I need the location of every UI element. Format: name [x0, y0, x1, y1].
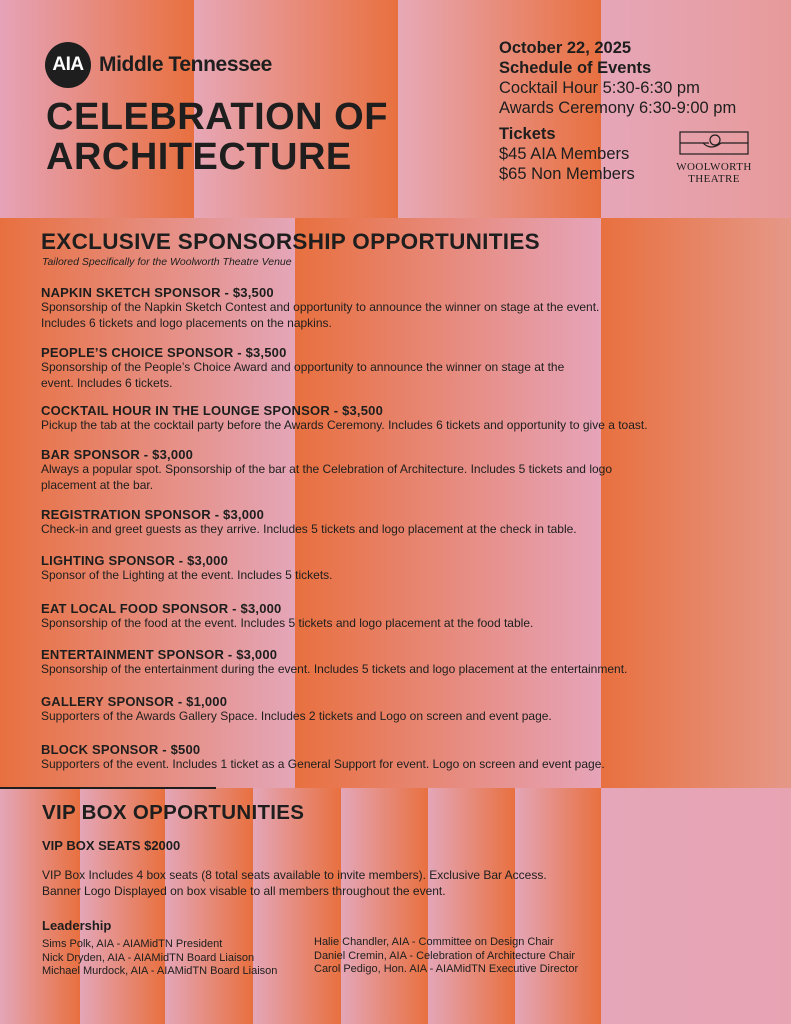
- sponsor-item: [41, 285, 731, 331]
- aia-badge: AIA: [45, 42, 91, 88]
- event-title-line2: ARCHITECTURE: [46, 136, 352, 178]
- tickets-label: Tickets: [499, 125, 556, 143]
- sponsor-title: NAPKIN SKETCH SPONSOR - $3,500: [41, 285, 274, 300]
- leader-entry: Halie Chandler, AIA - Committee on Design Chair: [314, 936, 554, 948]
- sponsor-item: [41, 553, 731, 584]
- sponsor-desc: Sponsorship of the entertainment during the event. Includes 5 tickets and logo placement at the entertainment.: [41, 662, 628, 676]
- sponsorship-heading: EXCLUSIVE SPONSORSHIP OPPORTUNITIES: [41, 229, 540, 254]
- sponsor-desc: Supporters of the event. Includes 1 ticket as a General Support for event. Logo on screen and event page.: [41, 757, 605, 771]
- venue-line2: THEATRE: [688, 173, 740, 185]
- sponsor-item: [41, 403, 731, 434]
- sponsor-title: PEOPLE’S CHOICE SPONSOR - $3,500: [41, 345, 287, 360]
- sponsor-item: [41, 647, 731, 678]
- sponsor-item: [41, 694, 731, 725]
- event-info: [499, 38, 769, 118]
- leadership-right-column: [314, 936, 578, 977]
- sponsor-desc: Sponsorship of the Napkin Sketch Contest and opportunity to announce the winner on stage at the event.: [41, 300, 600, 314]
- sponsor-title: ENTERTAINMENT SPONSOR - $3,000: [41, 647, 278, 662]
- leader-entry: Carol Pedigo, Hon. AIA - AIAMidTN Executive Director: [314, 963, 579, 975]
- sponsor-item: [41, 507, 731, 538]
- sponsor-title: BAR SPONSOR - $3,000: [41, 447, 194, 462]
- vip-heading: VIP BOX OPPORTUNITIES: [42, 801, 305, 824]
- vip-description: [42, 867, 642, 899]
- sponsor-title: REGISTRATION SPONSOR - $3,000: [41, 507, 264, 522]
- venue-line1: WOOLWORTH: [676, 161, 752, 173]
- cocktail-hour-time: Cocktail Hour 5:30-6:30 pm: [499, 79, 700, 97]
- sponsor-title: GALLERY SPONSOR - $1,000: [41, 694, 228, 709]
- tickets-info: [499, 124, 635, 184]
- sponsor-item: [41, 345, 731, 391]
- sponsorship-subtitle: Tailored Specifically for the Woolworth Theatre Venue: [42, 256, 292, 268]
- sponsor-title: EAT LOCAL FOOD SPONSOR - $3,000: [41, 601, 282, 616]
- section-divider: [0, 787, 216, 789]
- sponsor-desc: Sponsorship of the food at the event. Includes 5 tickets and logo placement at the food table.: [41, 616, 534, 630]
- sponsor-desc: Check-in and greet guests as they arrive. Includes 5 tickets and logo placement at the check in table.: [41, 522, 577, 536]
- leader-entry: Sims Polk, AIA - AIAMidTN President: [42, 938, 223, 950]
- sponsor-item: [41, 601, 731, 632]
- sponsor-desc: Always a popular spot. Sponsorship of the bar at the Celebration of Architecture. Includes 5 tickets and logo: [41, 462, 613, 476]
- ticket-price-non-members: $65 Non Members: [499, 165, 635, 183]
- leadership-left-column: [42, 938, 277, 979]
- event-title: [46, 97, 426, 177]
- sponsor-item: [41, 742, 731, 773]
- leader-entry: Daniel Cremin, AIA - Celebration of Architecture Chair: [314, 949, 576, 962]
- ticket-price-members: $45 AIA Members: [499, 145, 630, 163]
- sponsor-desc: placement at the bar.: [41, 477, 154, 492]
- leader-entry: Michael Murdock, AIA - AIAMidTN Board Liaison: [42, 965, 278, 977]
- sponsor-desc: Sponsorship of the People’s Choice Award and opportunity to announce the winner on stage at the: [41, 360, 565, 374]
- sponsor-desc: Pickup the tab at the cocktail party before the Awards Ceremony. Includes 6 tickets and opportunity to give a toast.: [41, 418, 648, 432]
- sponsor-desc: event. Includes 6 tickets.: [41, 375, 173, 390]
- sponsor-item: [41, 447, 731, 493]
- chapter-name: Middle Tennessee: [99, 53, 272, 76]
- sponsor-title: BLOCK SPONSOR - $500: [41, 742, 201, 757]
- woolworth-theatre-logo: [669, 131, 759, 185]
- schedule-label: Schedule of Events: [499, 59, 652, 77]
- vip-desc-line2: Banner Logo Displayed on box visable to all members throughout the event.: [42, 884, 446, 898]
- sponsor-title: COCKTAIL HOUR IN THE LOUNGE SPONSOR - $3,500: [41, 403, 384, 418]
- sponsor-desc: Supporters of the Awards Gallery Space. Includes 2 tickets and Logo on screen and event page.: [41, 709, 552, 723]
- sponsor-desc: Includes 6 tickets and logo placements on the napkins.: [41, 315, 332, 330]
- woolworth-mark-icon: [679, 131, 749, 155]
- event-title-line1: CELEBRATION OF: [46, 96, 388, 138]
- sponsor-title: LIGHTING SPONSOR - $3,000: [41, 553, 229, 568]
- aia-logo: [45, 42, 272, 88]
- leadership-heading: Leadership: [42, 918, 112, 933]
- sponsor-desc: Sponsor of the Lighting at the event. Includes 5 tickets.: [41, 568, 333, 582]
- vip-desc-line1: VIP Box Includes 4 box seats (8 total seats available to invite members). Exclusive Bar Access.: [42, 868, 547, 882]
- event-date: October 22, 2025: [499, 39, 632, 57]
- awards-ceremony-time: Awards Ceremony 6:30-9:00 pm: [499, 99, 737, 117]
- leader-entry: Nick Dryden, AIA - AIAMidTN Board Liaison: [42, 951, 255, 964]
- vip-seats-price: VIP BOX SEATS $2000: [42, 838, 181, 853]
